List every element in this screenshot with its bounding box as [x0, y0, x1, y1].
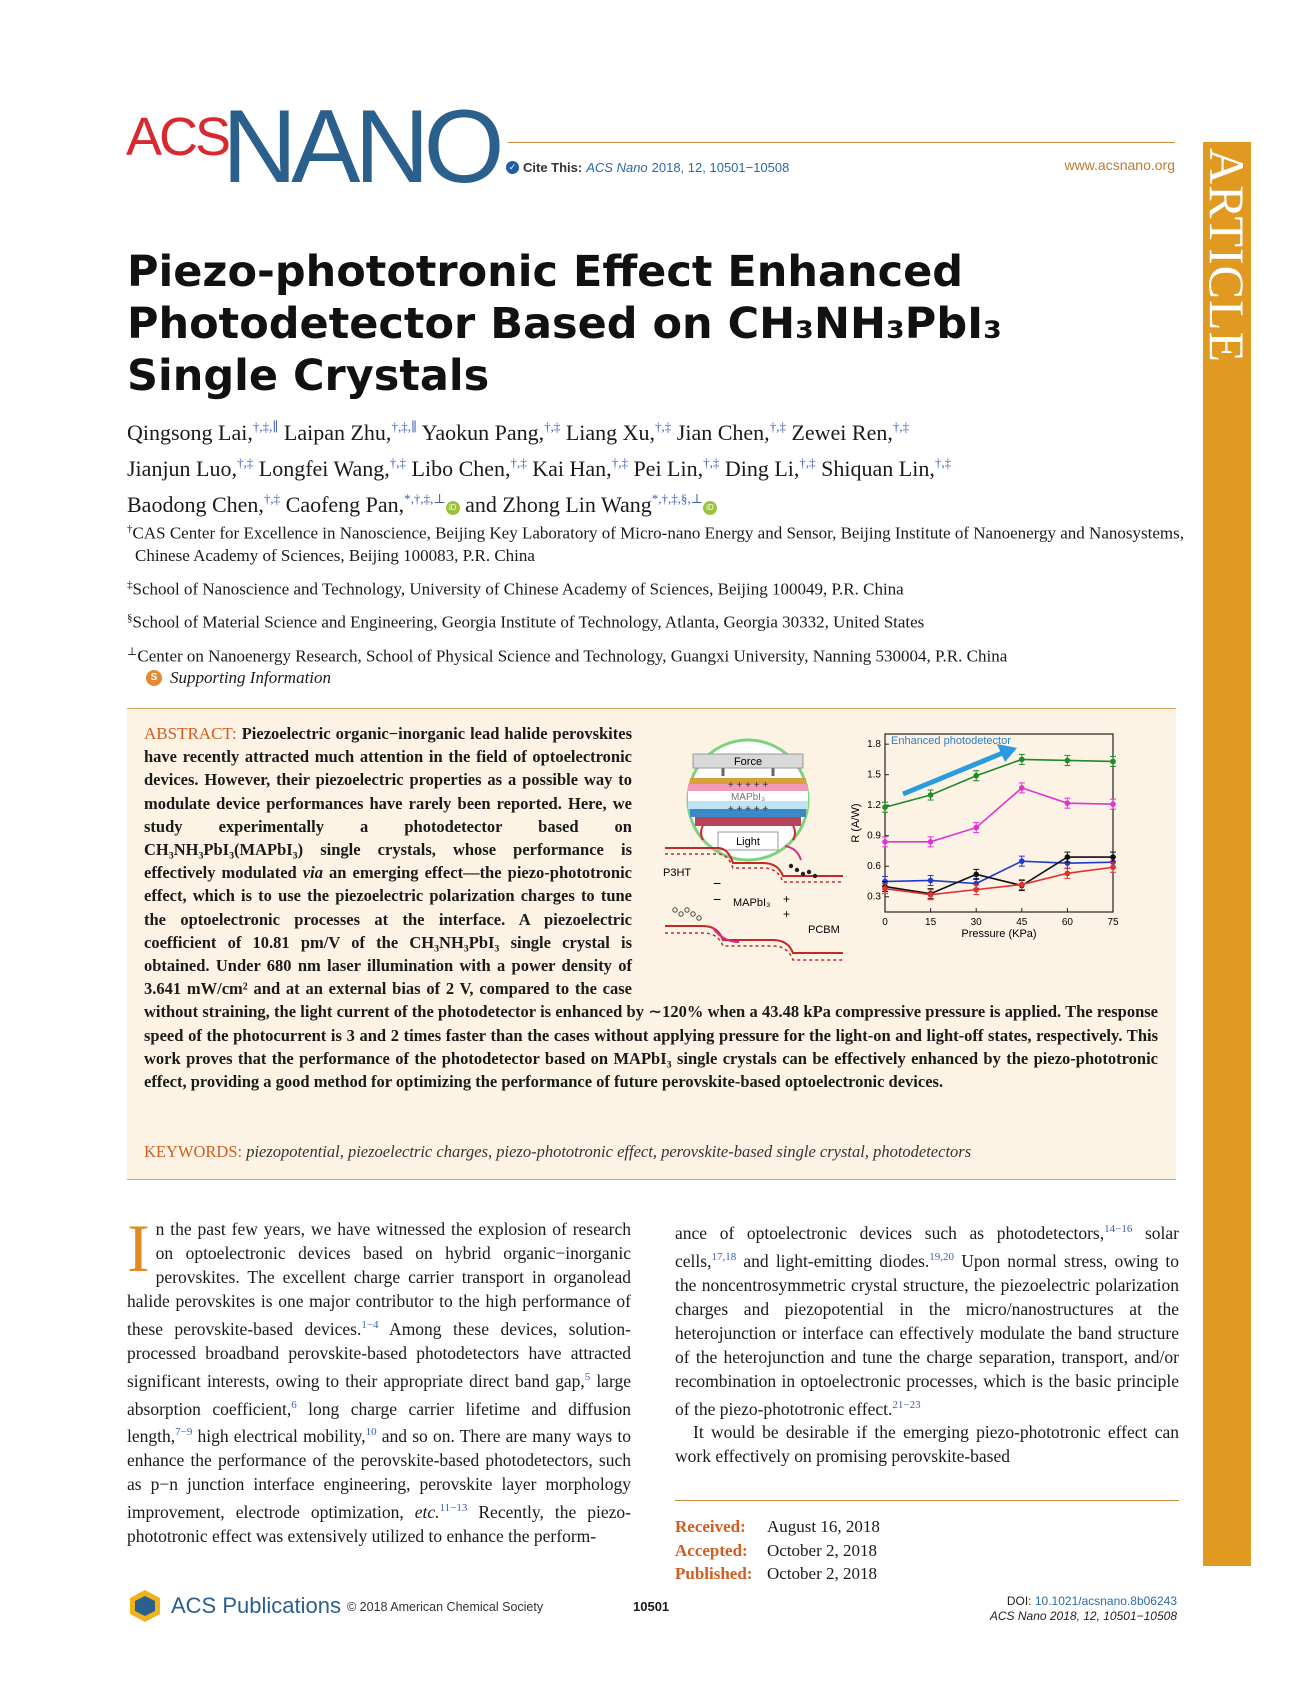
- author-line-3: [127, 484, 1187, 520]
- author-affil-marks: †,‡: [611, 455, 628, 470]
- author-line-1: [127, 412, 1187, 448]
- x-tick-label: 75: [1107, 917, 1119, 928]
- data-point: [1110, 854, 1116, 860]
- y-tick-label: 0.6: [867, 861, 881, 873]
- reference-link[interactable]: 1−4: [361, 1319, 379, 1331]
- author-affil-marks: †,‡: [389, 455, 407, 470]
- data-point: [928, 878, 934, 884]
- header-rule: [508, 142, 1175, 143]
- dropcap: I: [127, 1210, 150, 1286]
- toc-graphic: [663, 728, 1163, 998]
- author-name[interactable]: Longfei Wang,: [258, 456, 390, 481]
- author-list: [127, 412, 1187, 520]
- author-affil-marks: †,‡: [934, 455, 952, 470]
- keywords-list: piezopotential, piezoelectric charges, piezo-phototronic effect, perovskite-based single crystal, photodetectors: [246, 1142, 972, 1161]
- enhance-arrow: [903, 752, 1005, 794]
- author-affil-marks: †,‡: [799, 455, 816, 470]
- acs-hexagon-icon: [127, 1588, 163, 1624]
- author-affil-marks: †,‡: [769, 419, 786, 434]
- page-footer: [127, 1588, 1177, 1628]
- x-tick-label: 0: [882, 917, 888, 928]
- author-name[interactable]: and Zhong Lin Wang: [465, 492, 652, 517]
- reference-link[interactable]: 19,20: [929, 1250, 955, 1263]
- mapbi-mid-label: MAPbI₃: [733, 897, 771, 909]
- supporting-info-label: Supporting Information: [170, 668, 332, 687]
- x-tick-label: 30: [970, 917, 982, 928]
- orcid-icon[interactable]: iD: [703, 501, 717, 515]
- author-name[interactable]: Kai Han,: [532, 456, 612, 481]
- series-line: [885, 759, 1113, 807]
- supporting-information-link[interactable]: [146, 668, 331, 688]
- author-name[interactable]: Pei Lin,: [633, 456, 704, 481]
- svg-text:−: −: [713, 875, 722, 891]
- author-affil-marks: †,‡: [263, 491, 281, 506]
- author-name[interactable]: Jian Chen,: [676, 420, 770, 445]
- author-name[interactable]: Caofeng Pan,: [285, 492, 405, 517]
- journal-logo: [126, 89, 506, 205]
- data-point: [1019, 882, 1025, 888]
- reference-link[interactable]: 5: [584, 1370, 591, 1383]
- reference-link[interactable]: 7−9: [175, 1426, 193, 1439]
- copyright: © 2018 American Chemical Society: [347, 1600, 544, 1614]
- body-paragraph: In the past few years, we have witnessed the explosion of research on optoelectronic devices based on hybrid organic−inorganic perovskites. The excellent charge carrier transport in organolead halide perovskites is one major contributor to the high performance of these perovskite-based devices.$^{1-4}$ Among these devices, solution-processed broadband perovskite-based photodetectors have attracted significant interests, owing to their appropriate direct band gap,$^5$ large absorption coefficient,$^6$ long charge carrier lifetime and diffusion length,$^{7-9}$ high electrical mobility,$^{10}$ and so on. There are many ways to enhance the performance of the perovskite-based photodetectors, such as p−n junction interface engineering, perovskite layer morphology improvement, electrode optimization, etc.$^{11-13}$ Recently, the piezo-phototronic effect was extensively utilized to enhance the perform-: [127, 1210, 632, 1547]
- keywords: [144, 1142, 971, 1162]
- y-tick-label: 0.9: [867, 830, 881, 842]
- author-name[interactable]: Jianjun Luo,: [127, 456, 237, 481]
- body-paragraph: It would be desirable if the emerging piezo-phototronic effect can work effectively on promising perovskite-based: [675, 1422, 1179, 1467]
- date-accepted: Accepted: October 2, 2018: [675, 1540, 878, 1560]
- abstract-heading: ABSTRACT:: [144, 724, 237, 743]
- y-tick-label: 1.5: [867, 769, 881, 781]
- data-point: [1019, 785, 1025, 791]
- x-tick-label: 60: [1061, 917, 1073, 928]
- author-name[interactable]: Baodong Chen,: [127, 492, 264, 517]
- plus-charges-top: + + + + +: [727, 780, 769, 791]
- author-affil-marks: †,‡: [544, 419, 561, 434]
- responsivity-chart: [850, 734, 1119, 940]
- publisher-name: ACS Publications: [171, 1593, 341, 1618]
- y-tick-label: 1.2: [867, 800, 881, 812]
- data-point: [1065, 758, 1071, 764]
- article-title: Piezo-phototronic Effect Enhanced Photodetector Based on CH₃NH₃PbI₃ Single Crystals: [127, 247, 1002, 401]
- reference-link[interactable]: 11−13: [439, 1502, 468, 1515]
- article-side-bar: [1199, 142, 1255, 1566]
- data-point: [973, 825, 979, 831]
- data-point: [1019, 757, 1025, 763]
- author-name[interactable]: Laipan Zhu,: [283, 420, 392, 445]
- data-point: [882, 839, 888, 845]
- band-diagram: [663, 846, 843, 960]
- abstract-part: via: [302, 863, 323, 883]
- cite-journal: ACS Nano: [586, 160, 648, 175]
- abstract-part: an emerging effect—the piezo-phototronic effect, which is to use the piezoelectric polarization charges to tune the optoelectronic processes at the interface. A piezoelectric coefficient of 10.81 pm/V of the CH₃NH₃PbI₃ single crystal is obtained. Under 680 nm laser illumination with a power density of 3.641 mW/cm² and at an external bias of 2 V, compared to the case without straining, the light current of the photodetector is enhanced by ∼120% when a 43.48 kPa compressive pressure is applied. The response speed of the photocurrent is 3 and 2 times faster than the cases without applying pressure for the light-on and light-off states, respectively. This work proves that the performance of the photodetector based on MAPbI₃ single crystals can be effectively enhanced by the piezo-phototronic effect, providing a good method for optimizing the performance of future perovskite-based optoelectronic devices.: [144, 863, 1158, 1092]
- device-schematic: [688, 740, 808, 860]
- affiliation: ‡School of Nanoscience and Technology, University of Chinese Academy of Sciences, Beijing 100049, P.R. China: [127, 578, 904, 599]
- reference-link[interactable]: 14−16: [1104, 1223, 1133, 1235]
- author-name[interactable]: Yaokun Pang,: [421, 420, 545, 445]
- affiliations: [127, 518, 1187, 675]
- data-point: [1065, 800, 1071, 806]
- journal-website-link[interactable]: www.acsnano.org: [1064, 157, 1175, 173]
- author-affil-marks: †,‡: [510, 455, 527, 470]
- reference-link[interactable]: 10: [365, 1426, 377, 1439]
- reference-link[interactable]: 6: [291, 1398, 297, 1411]
- data-point: [928, 892, 934, 898]
- date-received: Received: August 16, 2018: [675, 1517, 880, 1536]
- footer-citation: ACS Nano 2018, 12, 10501−10508: [989, 1609, 1177, 1623]
- data-point: [973, 887, 979, 893]
- pcbm-label: PCBM: [808, 924, 840, 936]
- svg-text:−: −: [713, 891, 722, 907]
- author-name[interactable]: Ding Li,: [724, 456, 800, 481]
- logo-acs: ACS: [126, 107, 229, 167]
- author-name[interactable]: Zewei Ren,: [791, 420, 893, 445]
- data-point: [1065, 871, 1071, 877]
- logo-nano: NANO: [222, 89, 499, 205]
- author-name[interactable]: Liang Xu,: [565, 420, 656, 445]
- plus-charges-bottom: + + + + +: [727, 804, 769, 815]
- y-tick-label: 0.3: [867, 891, 881, 903]
- body-paragraph: ance of optoelectronic devices such as photodetectors,$^{14-16}$ solar cells,$^{17,18}$ and light-emitting diodes.$^{19,20}$ Upon normal stress, owing to the noncentrosymmetric crystal structure, the piezoelectric polarization charges and piezopotential in the micro/nanostructures at the heterojunction or interface can effectively modulate the band structure of the heterojunction and tune the charge separation, transport, and/or recombination in optoelectronic processes, which is the basic principle of the piezo-phototronic effect.$^{21-23}$: [675, 1222, 1179, 1419]
- author-line-2: [127, 448, 1187, 484]
- svg-text:+: +: [783, 907, 791, 921]
- data-point: [1019, 858, 1025, 864]
- affiliation: †CAS Center for Excellence in Nanoscience, Beijing Key Laboratory of Micro-nano Energy and Sensor, Beijing Institute of Nanoenergy and Nanosystems, Chinese Academy of Sciences, Beijing 100083, P.R. China: [127, 523, 1184, 565]
- article-label: ARTICLE: [1199, 148, 1255, 364]
- data-point: [882, 804, 888, 810]
- reference-link[interactable]: 17,18: [711, 1250, 737, 1263]
- mapbi-top-label: MAPbI₃: [730, 792, 766, 803]
- affiliation: §School of Material Science and Engineering, Georgia Institute of Technology, Atlanta, Georgia 30332, United States: [127, 612, 925, 632]
- author-affil-marks: †,‡: [237, 455, 254, 470]
- doi-block: DOI: 10.1021/acsnano.8b06243 ACS Nano 2018, 12, 10501−10508: [989, 1594, 1177, 1623]
- acs-publications-logo[interactable]: [127, 1588, 341, 1624]
- author-affil-marks: †,‡: [892, 419, 910, 434]
- author-affil-marks: †,‡: [703, 455, 720, 470]
- data-point: [882, 886, 888, 892]
- cite-this[interactable]: [506, 160, 789, 175]
- x-axis-label: Pressure (KPa): [961, 928, 1037, 940]
- data-point: [1110, 864, 1116, 870]
- author-name[interactable]: Qingsong Lai,: [127, 420, 253, 445]
- data-point: [973, 872, 979, 878]
- doi-link[interactable]: 10.1021/acsnano.8b06243: [1034, 1594, 1177, 1608]
- author-affil-marks: †,‡,∥: [252, 419, 279, 434]
- page-number: 10501: [633, 1599, 670, 1614]
- p3ht-label: P3HT: [663, 867, 692, 879]
- svg-text:+: +: [783, 892, 791, 906]
- author-affil-marks: *,†,‡,⊥: [404, 491, 446, 506]
- x-tick-label: 15: [925, 917, 937, 928]
- data-point: [973, 773, 979, 779]
- y-axis-label: R (A/W): [850, 803, 862, 843]
- affiliation: ⊥Center on Nanoenergy Research, School of Physical Science and Technology, Guangxi University, Nanning 530004, P.R. China: [127, 645, 1008, 666]
- light-label: Light: [736, 836, 760, 848]
- force-label: Force: [733, 756, 763, 768]
- abstract-part: Piezoelectric organic−inorganic lead halide perovskites have recently attracted much attention in the field of optoelectronic devices. However, their piezoelectric properties as a possible way to modulate device performances have rarely been reported. Here, we study experimentally a photodetector based on CH₃NH₃PbI₃(MAPbI₃) single crystals, whose performance is effectively modulated: [144, 724, 632, 883]
- reference-link[interactable]: 21−23: [892, 1398, 921, 1411]
- date-published: Published: October 2, 2018: [675, 1564, 878, 1583]
- data-point: [928, 839, 934, 845]
- author-affil-marks: †,‡,∥: [391, 419, 417, 434]
- data-point: [1065, 854, 1071, 860]
- body-column-right: [675, 1217, 1179, 1468]
- supporting-info-icon: S: [146, 670, 162, 686]
- chart-annotation: Enhanced photodetector: [891, 735, 1011, 747]
- publication-dates: [675, 1500, 1179, 1586]
- cite-label: Cite This:: [523, 160, 583, 175]
- data-point: [1110, 759, 1116, 765]
- author-affil-marks: †,‡: [655, 419, 672, 434]
- keywords-heading: KEYWORDS:: [144, 1142, 243, 1161]
- author-name[interactable]: Shiquan Lin,: [821, 456, 935, 481]
- check-icon: ✓: [506, 161, 519, 174]
- author-name[interactable]: Libo Chen,: [411, 456, 511, 481]
- orcid-icon[interactable]: iD: [446, 501, 460, 515]
- series-line: [885, 788, 1113, 842]
- x-tick-label: 45: [1016, 917, 1028, 928]
- author-affil-marks: *,†,‡,§,⊥: [651, 491, 704, 506]
- data-point: [1110, 801, 1116, 807]
- data-point: [928, 792, 934, 798]
- body-column-left: [127, 1210, 632, 1548]
- cite-ref: 2018, 12, 10501−10508: [651, 160, 790, 175]
- y-tick-label: 1.8: [867, 739, 881, 751]
